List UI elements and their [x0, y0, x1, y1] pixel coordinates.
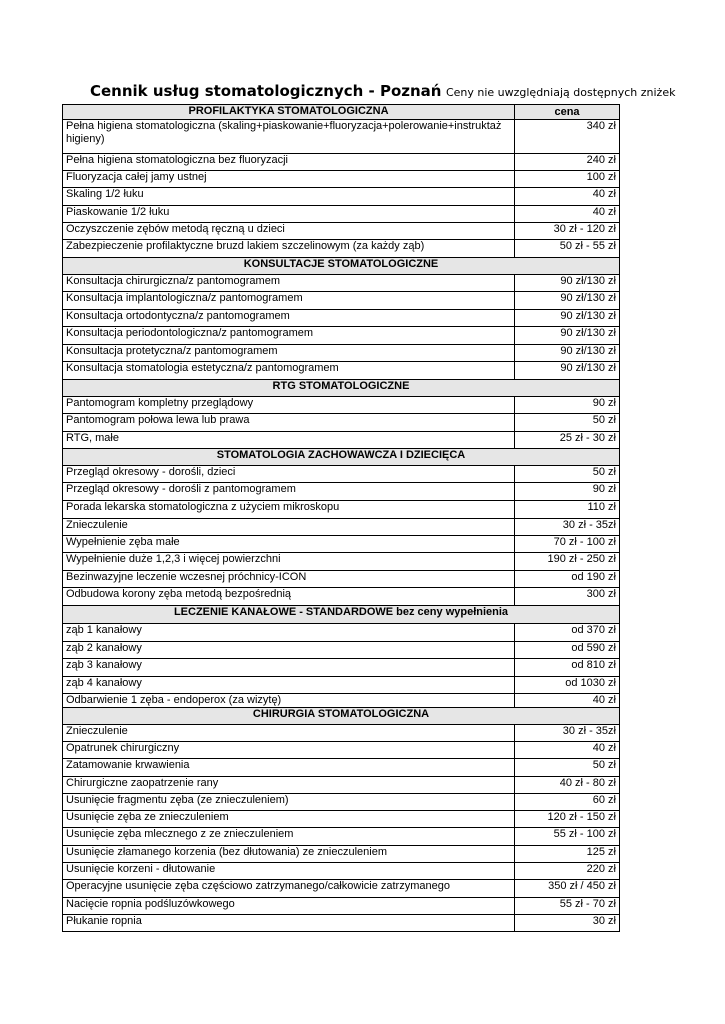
service-name: Konsultacja periodontologiczna/z pantomogramem: [63, 327, 515, 345]
table-row: [63, 154, 620, 171]
service-price: od 370 zł: [515, 624, 620, 642]
table-row: [63, 777, 620, 794]
service-name: Konsultacja implantologiczna/z pantomogramem: [63, 292, 515, 310]
service-name: Konsultacja stomatologia estetyczna/z pantomogramem: [63, 362, 515, 380]
table-row: [63, 397, 620, 414]
service-name: Przegląd okresowy - dorośli, dzieci: [63, 466, 515, 483]
service-price: 50 zł: [515, 466, 620, 483]
service-name: Oczyszczenie zębów metodą ręczną u dzieci: [63, 223, 515, 240]
table-row: [63, 171, 620, 188]
service-name: Konsultacja ortodontyczna/z pantomogramem: [63, 310, 515, 327]
table-row: [63, 794, 620, 811]
service-price: 40 zł: [515, 694, 620, 708]
service-price: 340 zł: [515, 120, 620, 154]
service-name: Pantomogram połowa lewa lub prawa: [63, 414, 515, 432]
service-price: 60 zł: [515, 794, 620, 811]
table-row: [63, 571, 620, 588]
table-row: [63, 624, 620, 642]
service-price: 40 zł - 80 zł: [515, 777, 620, 794]
service-price: 240 zł: [515, 154, 620, 171]
service-name: Wypełnienie zęba małe: [63, 536, 515, 553]
table-row: [63, 501, 620, 519]
page-subtitle: Ceny nie uwzględniają dostępnych zniżek: [445, 86, 676, 99]
table-row: [63, 742, 620, 759]
service-name: Przegląd okresowy - dorośli z pantomogramem: [63, 483, 515, 501]
price-column-header: cena: [515, 105, 620, 120]
service-price: 100 zł: [515, 171, 620, 188]
service-name: Odbudowa korony zęba metodą bezpośrednią: [63, 588, 515, 606]
table-row: [63, 677, 620, 694]
service-price: 220 zł: [515, 863, 620, 880]
table-row: [63, 588, 620, 606]
section-header-row: [63, 258, 620, 275]
service-name: Zabezpieczenie profilaktyczne bruzd lakiem szczelinowym (za każdy ząb): [63, 240, 515, 258]
service-name: Znieczulenie: [63, 519, 515, 536]
section-header-row: [63, 606, 620, 624]
service-name: Wypełnienie duże 1,2,3 i więcej powierzchni: [63, 553, 515, 571]
section-heading: LECZENIE KANAŁOWE - STANDARDOWE bez ceny wypełnienia: [63, 606, 620, 624]
service-name: Znieczulenie: [63, 725, 515, 742]
table-row: [63, 275, 620, 292]
table-row: [63, 725, 620, 742]
service-name: Zatamowanie krwawienia: [63, 759, 515, 777]
table-row: [63, 327, 620, 345]
table-row: [63, 466, 620, 483]
section-header-row: [63, 380, 620, 397]
table-row: [63, 483, 620, 501]
page-title: Cennik usług stomatologicznych - Poznań: [90, 82, 442, 100]
service-name: Usunięcie zęba ze znieczuleniem: [63, 811, 515, 828]
section-heading: RTG STOMATOLOGICZNE: [63, 380, 620, 397]
section-heading: KONSULTACJE STOMATOLOGICZNE: [63, 258, 620, 275]
table-row: [63, 345, 620, 362]
service-name: Chirurgiczne zaopatrzenie rany: [63, 777, 515, 794]
table-row: [63, 310, 620, 327]
service-price: 190 zł - 250 zł: [515, 553, 620, 571]
service-name: Usunięcie korzeni - dłutowanie: [63, 863, 515, 880]
service-price: 50 zł - 55 zł: [515, 240, 620, 258]
table-row: [63, 414, 620, 432]
table-row: [63, 915, 620, 932]
section-header-row: [63, 105, 620, 120]
service-price: od 190 zł: [515, 571, 620, 588]
service-price: 90 zł/130 zł: [515, 362, 620, 380]
service-price: 90 zł/130 zł: [515, 310, 620, 327]
table-row: [63, 519, 620, 536]
section-heading: PROFILAKTYKA STOMATOLOGICZNA: [63, 105, 515, 120]
service-price: 50 zł: [515, 759, 620, 777]
service-name: Odbarwienie 1 zęba - endoperox (za wizytę): [63, 694, 515, 708]
service-name: Usunięcie zęba mlecznego z ze znieczuleniem: [63, 828, 515, 846]
table-row: [63, 223, 620, 240]
service-price: 300 zł: [515, 588, 620, 606]
table-row: [63, 206, 620, 223]
service-price: 30 zł - 35zł: [515, 725, 620, 742]
page-title-line: [90, 82, 675, 101]
service-price: 120 zł - 150 zł: [515, 811, 620, 828]
service-name: Operacyjne usunięcie zęba częściowo zatrzymanego/całkowicie zatrzymanego: [63, 880, 515, 898]
service-price: 30 zł - 35zł: [515, 519, 620, 536]
service-price: 40 zł: [515, 188, 620, 206]
service-name: Płukanie ropnia: [63, 915, 515, 932]
service-price: 30 zł - 120 zł: [515, 223, 620, 240]
price-table-body: [63, 105, 620, 932]
table-row: [63, 659, 620, 677]
price-table: [62, 104, 620, 932]
table-row: [63, 642, 620, 659]
service-name: ząb 1 kanałowy: [63, 624, 515, 642]
service-name: Skaling 1/2 łuku: [63, 188, 515, 206]
section-header-row: [63, 708, 620, 725]
service-price: 110 zł: [515, 501, 620, 519]
service-name: ząb 3 kanałowy: [63, 659, 515, 677]
table-row: [63, 759, 620, 777]
service-price: od 590 zł: [515, 642, 620, 659]
service-name: Usunięcie fragmentu zęba (ze znieczuleniem): [63, 794, 515, 811]
service-price: 90 zł: [515, 397, 620, 414]
service-name: Piaskowanie 1/2 łuku: [63, 206, 515, 223]
service-price: 90 zł/130 zł: [515, 275, 620, 292]
service-price: 25 zł - 30 zł: [515, 432, 620, 449]
section-heading: CHIRURGIA STOMATOLOGICZNA: [63, 708, 620, 725]
service-price: 55 zł - 100 zł: [515, 828, 620, 846]
service-price: 70 zł - 100 zł: [515, 536, 620, 553]
service-price: 90 zł/130 zł: [515, 292, 620, 310]
service-name: Nacięcie ropnia podśluzówkowego: [63, 898, 515, 915]
service-price: 55 zł - 70 zł: [515, 898, 620, 915]
service-name: Pantomogram kompletny przeglądowy: [63, 397, 515, 414]
service-name: Pełna higiena stomatologiczna bez fluoryzacji: [63, 154, 515, 171]
service-price: 125 zł: [515, 846, 620, 863]
service-name: Usunięcie złamanego korzenia (bez dłutowania) ze znieczuleniem: [63, 846, 515, 863]
service-price: 50 zł: [515, 414, 620, 432]
service-price: 90 zł/130 zł: [515, 327, 620, 345]
table-row: [63, 536, 620, 553]
service-price: 30 zł: [515, 915, 620, 932]
table-row: [63, 898, 620, 915]
table-row: [63, 292, 620, 310]
service-name: Konsultacja chirurgiczna/z pantomogramem: [63, 275, 515, 292]
section-heading: STOMATOLOGIA ZACHOWAWCZA I DZIECIĘCA: [63, 449, 620, 466]
table-row: [63, 553, 620, 571]
service-name: ząb 4 kanałowy: [63, 677, 515, 694]
service-name: Pełna higiena stomatologiczna (skaling+piaskowanie+fluoryzacja+polerowanie+instruktaż higieny): [63, 120, 515, 154]
service-name: Konsultacja protetyczna/z pantomogramem: [63, 345, 515, 362]
service-name: Fluoryzacja całej jamy ustnej: [63, 171, 515, 188]
section-header-row: [63, 449, 620, 466]
table-row: [63, 828, 620, 846]
service-price: 90 zł: [515, 483, 620, 501]
service-price: 350 zł / 450 zł: [515, 880, 620, 898]
table-row: [63, 120, 620, 154]
table-row: [63, 846, 620, 863]
service-name: Porada lekarska stomatologiczna z użyciem mikroskopu: [63, 501, 515, 519]
service-price: 40 zł: [515, 206, 620, 223]
service-price: od 810 zł: [515, 659, 620, 677]
table-row: [63, 240, 620, 258]
service-price: od 1030 zł: [515, 677, 620, 694]
table-row: [63, 432, 620, 449]
service-name: RTG, małe: [63, 432, 515, 449]
table-row: [63, 188, 620, 206]
table-row: [63, 811, 620, 828]
table-row: [63, 694, 620, 708]
table-row: [63, 863, 620, 880]
table-row: [63, 362, 620, 380]
service-price: 90 zł/130 zł: [515, 345, 620, 362]
service-name: Opatrunek chirurgiczny: [63, 742, 515, 759]
table-row: [63, 880, 620, 898]
service-name: Bezinwazyjne leczenie wczesnej próchnicy-ICON: [63, 571, 515, 588]
service-price: 40 zł: [515, 742, 620, 759]
service-name: ząb 2 kanałowy: [63, 642, 515, 659]
